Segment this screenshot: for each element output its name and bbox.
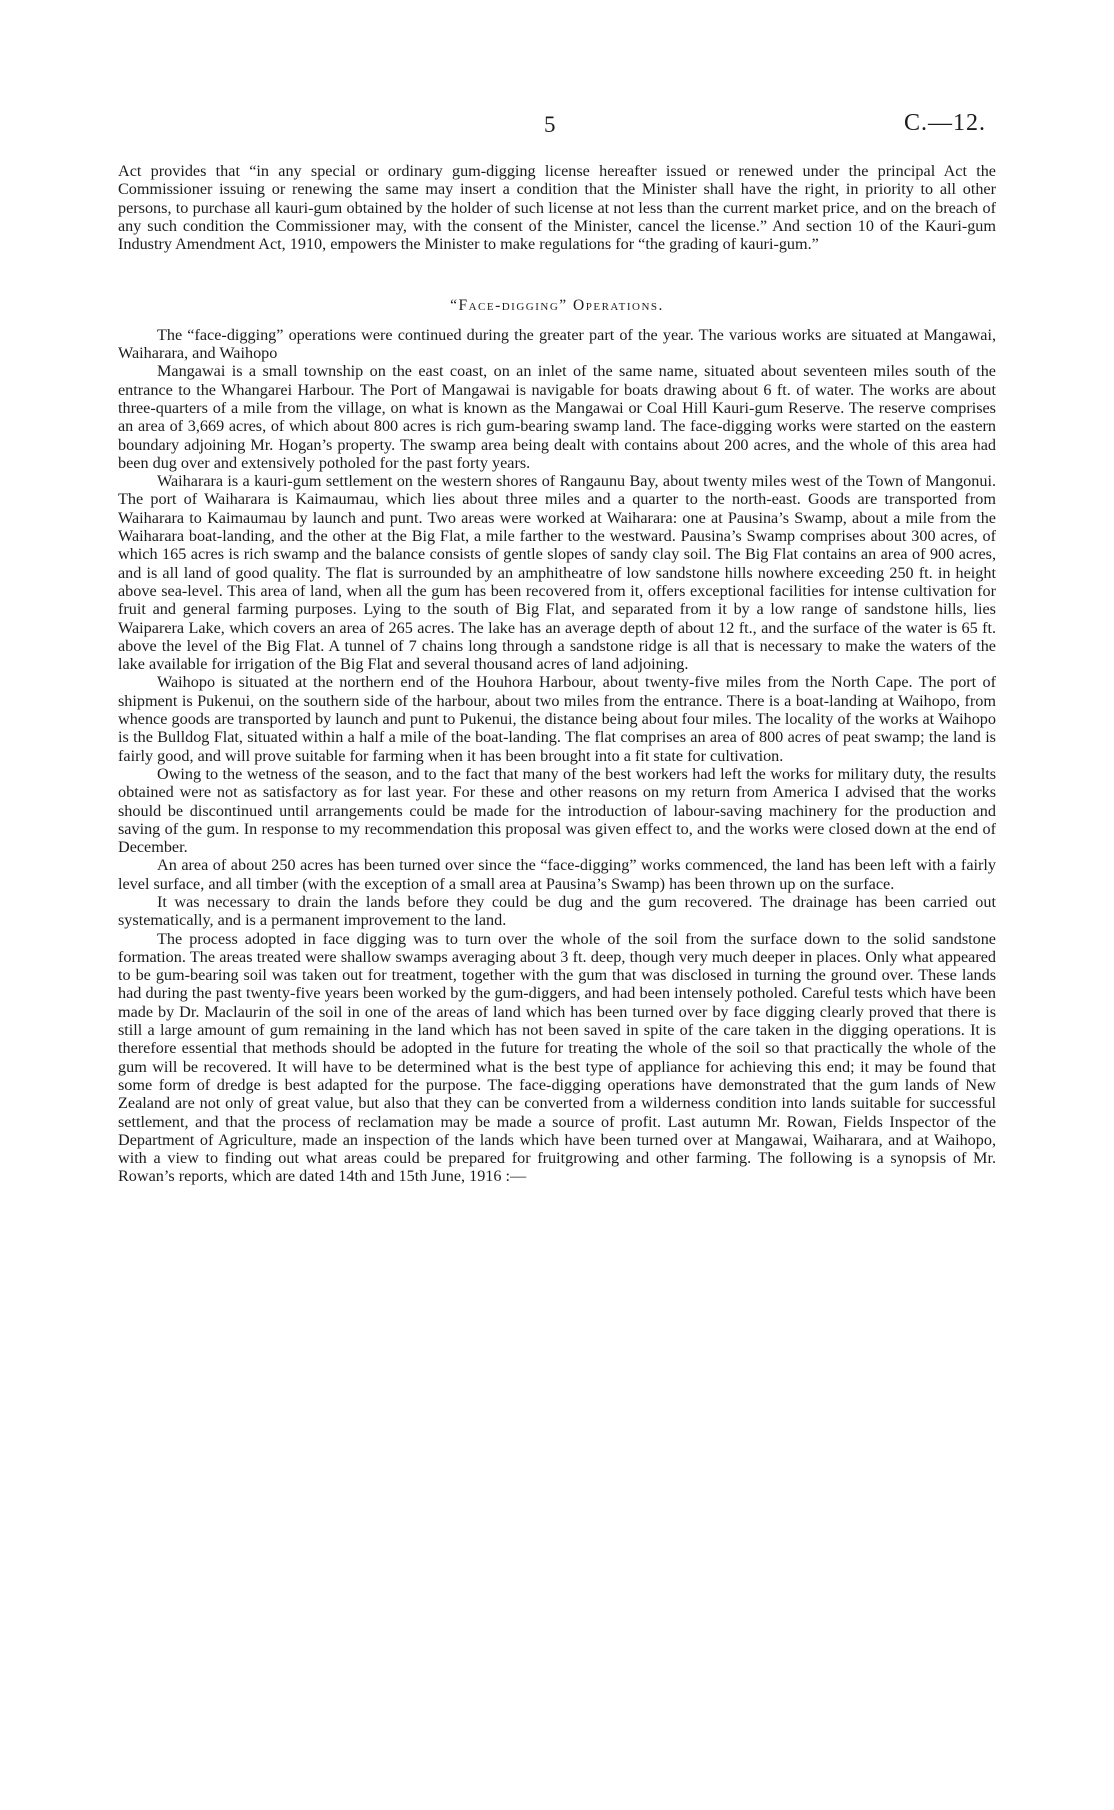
body-text — [118, 162, 996, 1186]
section-heading: “Face-digging” Operations. — [450, 297, 664, 315]
paragraph: It was necessary to drain the lands before they could be dug and the gum recovered. The drainage has been carried out systematically, and is a permanent improvement to the land. — [118, 892, 996, 930]
paragraph: Owing to the wetness of the season, and to the fact that many of the best workers had left the works for military duty, the results obtained were not as satisfactory as for last year. For these and other reasons on my return from America I advised that the works should be discontinued until arrangements could be made for the introduction of labour-saving machinery for the production and saving of the gum. In response to my recommendation this proposal was given effect to, and the works were closed down at the end of December. — [118, 764, 996, 857]
paragraph-intro: Act provides that “in any special or ordinary gum-digging license hereafter issued or renewed under the principal Act the Commissioner issuing or renewing the same may insert a condition that the Minister shall have the right, in priority to all other persons, to purchase all kauri-gum obtained by the holder of such license at not less than the current market price, and on the breach of any such condition the Commissioner may, with the consent of the Minister, cancel the license.” And section 10 of the Kauri-gum Industry Amendment Act, 1910, empowers the Minister to make regulations for “the grading of kauri-gum.” — [118, 162, 996, 254]
paragraph: Mangawai is a small township on the east coast, on an inlet of the same name, situated about seventeen miles south of the entrance to the Whangarei Harbour. The Port of Mangawai is navigable for boats drawing about 6 ft. of water. The works are about three-quarters of a mile from the village, on what is known as the Mangawai or Coal Hill Kauri-gum Reserve. The reserve comprises an area of 3,669 acres, of which about 800 acres is rich gum-bearing swamp land. The face-digging works were started on the eastern boundary adjoining Mr. Hogan’s property. The swamp area being dealt with contains about 200 acres, and the whole of this area had been dug over and extensively potholed for the past forty years. — [118, 362, 996, 472]
paragraph: The process adopted in face digging was to turn over the whole of the soil from the surface down to the solid sandstone formation. The areas treated were shallow swamps averaging about 3 ft. deep, though very much deeper in places. Only what appeared to be gum-bearing soil was taken out for treatment, together with the gum that was disclosed in turning the ground over. These lands had during the past twenty-five years been worked by the gum-diggers, and had been intensely potholed. Careful tests which have been made by Dr. Maclaurin of the soil in one of the areas of land which has been turned over by face digging clearly proved that there is still a large amount of gum remaining in the land which has not been saved in spite of the care taken in the digging operations. It is therefore essential that methods should be adopted in the future for treating the whole of the soil so that practically the whole of the gum will be recovered. It will have to be determined what is the best type of appliance for achieving this end; it may be found that some form of dredge is best adapted for the purpose. The face-digging operations have demonstrated that the gum lands of New Zealand are not only of great value, but also that they can be converted from a wilderness condition into lands suitable for successful settlement, and that the process of reclamation may be made a source of profit. Last autumn Mr. Rowan, Fields Inspector of the Department of Agriculture, made an inspection of the lands which have been turned over at Mangawai, Waiharara, and at Waihopo, with a view to finding out what areas could be prepared for fruitgrowing and other farming. The following is a synopsis of Mr. Rowan’s reports, which are dated 14th and 15th June, 1916 :— — [118, 929, 996, 1186]
paragraph: Waiharara is a kauri-gum settlement on the western shores of Rangaunu Bay, about twenty miles west of the Town of Mangonui. The port of Waiharara is Kaimaumau, which lies about three miles and a quarter to the north-east. Goods are transported from Waiharara to Kaimaumau by launch and punt. Two areas were worked at Waiharara: one at Pausina’s Swamp, about a mile from the Waiharara boat-landing, and the other at the Big Flat, a mile farther to the westward. Pausina’s Swamp comprises about 300 acres, of which 165 acres is rich swamp and the balance consists of gentle slopes of sandy clay soil. The Big Flat contains an area of 900 acres, and is all land of good quality. The flat is surrounded by an amphitheatre of low sandstone hills nowhere exceeding 250 ft. in height above sea-level. This area of land, when all the gum has been recovered from it, offers exceptional facilities for intense cultivation for fruit and general farming purposes. Lying to the south of Big Flat, and separated from it by a low range of sandstone hills, lies Waiparera Lake, which covers an area of 265 acres. The lake has an average depth of about 12 ft., and the surface of the water is 65 ft. above the level of the Big Flat. A tunnel of 7 chains long through a sandstone ridge is all that is necessary to make the waters of the lake available for irrigation of the Big Flat and several thousand acres of land adjoining. — [118, 472, 996, 674]
paragraph: An area of about 250 acres has been turned over since the “face-digging” works commenced, the land has been left with a fairly level surface, and all timber (with the exception of a small area at Pausina’s Swamp) has been thrown up on the surface. — [118, 856, 996, 893]
paragraph: Waihopo is situated at the northern end of the Houhora Harbour, about twenty-five miles from the North Cape. The port of shipment is Pukenui, on the southern side of the harbour, about two miles from the entrance. There is a boat-landing at Waihopo, from whence goods are transported by launch and punt to Pukenui, the distance being about four miles. The locality of the works at Waihopo is the Bulldog Flat, situated within a half a mile of the boat-landing. The flat comprises an area of 800 acres of peat swamp; the land is fairly good, and will prove suitable for farming when it has been brought into a fit state for cultivation. — [118, 673, 996, 765]
page-number: 5 — [544, 112, 556, 137]
document-reference: C.—12. — [904, 110, 987, 136]
paragraph: The “face-digging” operations were continued during the greater part of the year. The various works are situated at Mangawai, Waiharara, and Waihopo — [118, 325, 996, 363]
